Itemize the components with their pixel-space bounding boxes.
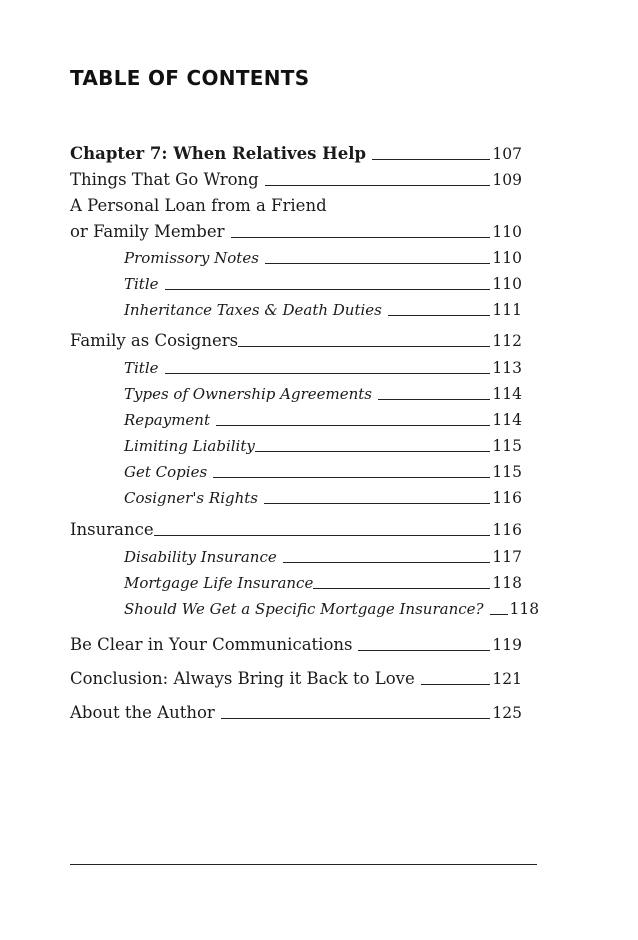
toc-entry-chapter[interactable] [70,140,522,164]
toc-entry-page: 119 [492,635,522,654]
page-heading: TABLE OF CONTENTS [70,66,310,90]
leader-line [265,263,490,264]
leader-line [221,718,491,719]
toc-entry[interactable] [70,631,522,655]
toc-entry-title: Promissory Notes [124,249,259,267]
toc-entry-title: Mortgage Life Insurance [124,574,314,592]
toc-entry-title: Inheritance Taxes & Death Duties [124,301,382,319]
leader-line [216,425,490,426]
toc-entry-page: 115 [492,436,522,455]
toc-entry-page: 115 [492,462,522,481]
toc-entry-title: A Personal Loan from a Friend [70,195,327,215]
toc-entry-title: Title [124,359,159,377]
toc-entry-page: 107 [492,144,522,163]
leader-line [283,562,491,563]
toc-subentry[interactable] [124,296,522,320]
toc-entry-page: 114 [492,384,522,403]
leader-line [213,477,490,478]
toc-entry-page: 118 [509,599,540,618]
toc-entry-title: Conclusion: Always Bring it Back to Love [70,668,415,688]
toc-entry-title: Limiting Liability [124,437,255,455]
toc-entry-title: Types of Ownership Agreements [124,385,372,403]
toc-subentry[interactable] [124,244,522,268]
leader-line [372,159,490,160]
toc-entry-title: Cosigner's Rights [124,489,258,507]
toc-entry[interactable] [70,665,522,689]
toc-entry-page: 110 [492,274,522,293]
toc-entry-title: Insurance [70,519,154,539]
toc-entry-page: 116 [492,488,522,507]
leader-line [264,503,490,504]
toc-entry[interactable] [70,327,522,351]
toc-entry-title: Family as Cosigners [70,330,239,350]
toc-entry-page: 109 [492,170,522,189]
toc-subentry[interactable] [124,569,522,593]
toc-entry[interactable] [70,218,522,242]
leader-line [238,346,490,347]
toc-entry-page: 110 [492,248,522,267]
toc-entry-page: 118 [492,573,522,592]
leader-line [490,614,508,615]
toc-entry-title: About the Author [70,702,215,722]
toc-entry-title: Disability Insurance [124,548,277,566]
leader-line [313,588,490,589]
toc-subentry[interactable] [124,543,522,567]
toc-entry-page: 114 [492,410,522,429]
leader-line [265,185,491,186]
toc-entry-page: 110 [492,222,522,241]
toc-subentry[interactable] [124,380,522,404]
toc-subentry[interactable] [124,270,522,294]
leader-line [358,650,490,651]
toc-entry[interactable] [70,166,522,190]
toc-subentry[interactable] [124,432,522,456]
toc-subentry[interactable] [124,458,522,482]
leader-line [378,399,490,400]
leader-line [231,237,491,238]
leader-line [388,315,491,316]
toc-entry-title: Should We Get a Specific Mortgage Insurance? [124,600,484,618]
toc-entry-page: 111 [492,300,522,319]
toc-entry-title: Repayment [124,411,210,429]
toc-subentry[interactable] [124,484,522,508]
leader-line [421,684,491,685]
footer-rule [70,864,537,865]
leader-line [255,451,491,452]
toc-entry-title: Title [124,275,159,293]
leader-line [165,373,491,374]
toc-subentry[interactable] [124,406,522,430]
toc-entry-title: Things That Go Wrong [70,169,259,189]
toc-entry-page: 113 [492,358,522,377]
toc-entry[interactable] [70,516,522,540]
toc-entry-page: 117 [492,547,522,566]
toc-entry[interactable] [70,192,522,216]
toc-entry-page: 125 [492,703,522,722]
leader-line [154,535,491,536]
toc-entry[interactable] [70,699,522,723]
toc-entry-title: Get Copies [124,463,208,481]
toc-entry-page: 116 [492,520,522,539]
leader-line [165,289,491,290]
toc-entry-page: 112 [492,331,522,350]
toc-entry-title: or Family Member [70,221,225,241]
toc-entry-title: Be Clear in Your Communications [70,634,353,654]
toc-subentry[interactable] [124,595,540,619]
toc-entry-title: Chapter 7: When Relatives Help [70,143,367,163]
toc-subentry[interactable] [124,354,522,378]
toc-entry-page: 121 [492,669,522,688]
